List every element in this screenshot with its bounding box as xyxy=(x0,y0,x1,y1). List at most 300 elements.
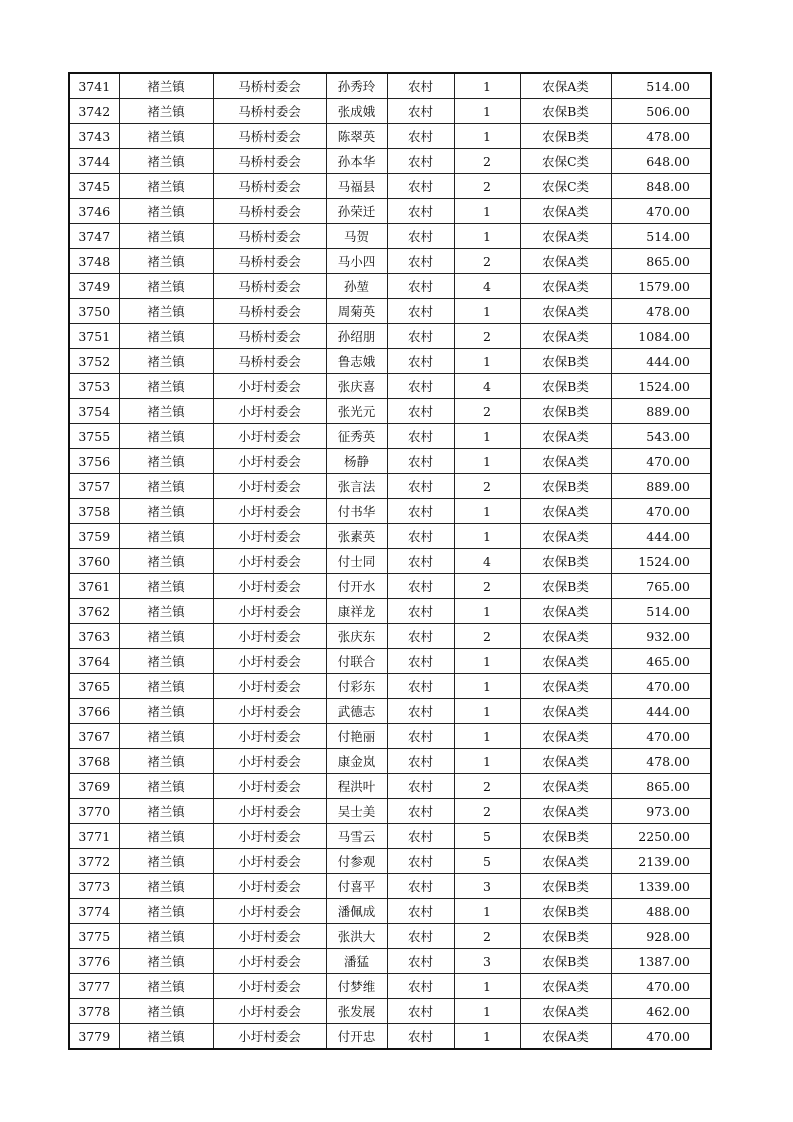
town-cell: 褚兰镇 xyxy=(119,624,213,649)
household-size-cell: 1 xyxy=(454,99,520,124)
insurance-category-cell: 农保A类 xyxy=(520,499,611,524)
person-name-cell: 付联合 xyxy=(326,649,387,674)
table-row xyxy=(69,774,711,799)
table-row xyxy=(69,824,711,849)
insurance-category-cell: 农保B类 xyxy=(520,949,611,974)
amount-cell: 928.00 xyxy=(611,924,711,949)
table-row xyxy=(69,649,711,674)
record-id-cell: 3769 xyxy=(69,774,119,799)
insurance-category-cell: 农保A类 xyxy=(520,1024,611,1050)
person-name-cell: 张发展 xyxy=(326,999,387,1024)
insurance-category-cell: 农保B类 xyxy=(520,924,611,949)
person-name-cell: 杨静 xyxy=(326,449,387,474)
record-id-cell: 3773 xyxy=(69,874,119,899)
amount-cell: 478.00 xyxy=(611,749,711,774)
household-size-cell: 2 xyxy=(454,924,520,949)
insurance-category-cell: 农保B类 xyxy=(520,374,611,399)
household-size-cell: 1 xyxy=(454,724,520,749)
household-type-cell: 农村 xyxy=(387,724,454,749)
village-committee-cell: 小圩村委会 xyxy=(213,674,326,699)
amount-cell: 470.00 xyxy=(611,724,711,749)
table-row xyxy=(69,324,711,349)
village-committee-cell: 小圩村委会 xyxy=(213,374,326,399)
village-committee-cell: 小圩村委会 xyxy=(213,824,326,849)
household-size-cell: 4 xyxy=(454,374,520,399)
table-row xyxy=(69,749,711,774)
household-size-cell: 4 xyxy=(454,549,520,574)
record-id-cell: 3758 xyxy=(69,499,119,524)
insurance-category-cell: 农保A类 xyxy=(520,649,611,674)
household-size-cell: 1 xyxy=(454,349,520,374)
town-cell: 褚兰镇 xyxy=(119,824,213,849)
household-type-cell: 农村 xyxy=(387,374,454,399)
household-type-cell: 农村 xyxy=(387,174,454,199)
amount-cell: 478.00 xyxy=(611,299,711,324)
insurance-category-cell: 农保A类 xyxy=(520,299,611,324)
table-row xyxy=(69,399,711,424)
record-id-cell: 3779 xyxy=(69,1024,119,1050)
household-type-cell: 农村 xyxy=(387,349,454,374)
household-type-cell: 农村 xyxy=(387,774,454,799)
amount-cell: 1524.00 xyxy=(611,374,711,399)
record-id-cell: 3772 xyxy=(69,849,119,874)
insurance-category-cell: 农保A类 xyxy=(520,224,611,249)
household-type-cell: 农村 xyxy=(387,99,454,124)
record-id-cell: 3759 xyxy=(69,524,119,549)
amount-cell: 444.00 xyxy=(611,349,711,374)
household-type-cell: 农村 xyxy=(387,874,454,899)
amount-cell: 514.00 xyxy=(611,224,711,249)
table-row xyxy=(69,349,711,374)
table-row xyxy=(69,599,711,624)
town-cell: 褚兰镇 xyxy=(119,699,213,724)
amount-cell: 470.00 xyxy=(611,199,711,224)
insurance-category-cell: 农保A类 xyxy=(520,424,611,449)
household-size-cell: 1 xyxy=(454,499,520,524)
village-committee-cell: 小圩村委会 xyxy=(213,799,326,824)
person-name-cell: 马雪云 xyxy=(326,824,387,849)
amount-cell: 865.00 xyxy=(611,774,711,799)
household-size-cell: 1 xyxy=(454,73,520,99)
household-size-cell: 2 xyxy=(454,574,520,599)
table-row xyxy=(69,849,711,874)
person-name-cell: 付参观 xyxy=(326,849,387,874)
amount-cell: 514.00 xyxy=(611,73,711,99)
village-committee-cell: 小圩村委会 xyxy=(213,499,326,524)
household-size-cell: 3 xyxy=(454,874,520,899)
town-cell: 褚兰镇 xyxy=(119,299,213,324)
record-id-cell: 3771 xyxy=(69,824,119,849)
insurance-category-cell: 农保B类 xyxy=(520,899,611,924)
amount-cell: 506.00 xyxy=(611,99,711,124)
town-cell: 褚兰镇 xyxy=(119,549,213,574)
table-row xyxy=(69,549,711,574)
amount-cell: 1084.00 xyxy=(611,324,711,349)
town-cell: 褚兰镇 xyxy=(119,424,213,449)
insurance-category-cell: 农保A类 xyxy=(520,849,611,874)
town-cell: 褚兰镇 xyxy=(119,724,213,749)
amount-cell: 1579.00 xyxy=(611,274,711,299)
household-type-cell: 农村 xyxy=(387,1024,454,1050)
table-row xyxy=(69,974,711,999)
village-committee-cell: 小圩村委会 xyxy=(213,724,326,749)
village-committee-cell: 小圩村委会 xyxy=(213,749,326,774)
amount-cell: 865.00 xyxy=(611,249,711,274)
amount-cell: 462.00 xyxy=(611,999,711,1024)
town-cell: 褚兰镇 xyxy=(119,799,213,824)
town-cell: 褚兰镇 xyxy=(119,774,213,799)
village-committee-cell: 小圩村委会 xyxy=(213,699,326,724)
town-cell: 褚兰镇 xyxy=(119,324,213,349)
insurance-category-cell: 农保A类 xyxy=(520,73,611,99)
insurance-category-cell: 农保A类 xyxy=(520,674,611,699)
household-type-cell: 农村 xyxy=(387,924,454,949)
insurance-category-cell: 农保B类 xyxy=(520,124,611,149)
table-row xyxy=(69,624,711,649)
record-id-cell: 3748 xyxy=(69,249,119,274)
person-name-cell: 付士同 xyxy=(326,549,387,574)
household-size-cell: 5 xyxy=(454,849,520,874)
person-name-cell: 鲁志娥 xyxy=(326,349,387,374)
record-id-cell: 3763 xyxy=(69,624,119,649)
town-cell: 褚兰镇 xyxy=(119,524,213,549)
village-committee-cell: 小圩村委会 xyxy=(213,774,326,799)
town-cell: 褚兰镇 xyxy=(119,924,213,949)
household-type-cell: 农村 xyxy=(387,674,454,699)
household-size-cell: 2 xyxy=(454,474,520,499)
insurance-category-cell: 农保A类 xyxy=(520,774,611,799)
town-cell: 褚兰镇 xyxy=(119,99,213,124)
person-name-cell: 付艳丽 xyxy=(326,724,387,749)
household-size-cell: 1 xyxy=(454,424,520,449)
amount-cell: 514.00 xyxy=(611,599,711,624)
record-id-cell: 3770 xyxy=(69,799,119,824)
person-name-cell: 张庆喜 xyxy=(326,374,387,399)
village-committee-cell: 马桥村委会 xyxy=(213,274,326,299)
table-row xyxy=(69,999,711,1024)
town-cell: 褚兰镇 xyxy=(119,974,213,999)
table-row xyxy=(69,924,711,949)
town-cell: 褚兰镇 xyxy=(119,349,213,374)
record-id-cell: 3749 xyxy=(69,274,119,299)
table-row xyxy=(69,174,711,199)
household-type-cell: 农村 xyxy=(387,224,454,249)
household-type-cell: 农村 xyxy=(387,624,454,649)
household-size-cell: 1 xyxy=(454,449,520,474)
town-cell: 褚兰镇 xyxy=(119,199,213,224)
record-id-cell: 3768 xyxy=(69,749,119,774)
table-row xyxy=(69,99,711,124)
person-name-cell: 孙绍朋 xyxy=(326,324,387,349)
person-name-cell: 马福县 xyxy=(326,174,387,199)
table-row xyxy=(69,949,711,974)
town-cell: 褚兰镇 xyxy=(119,999,213,1024)
amount-cell: 470.00 xyxy=(611,974,711,999)
person-name-cell: 付梦维 xyxy=(326,974,387,999)
household-type-cell: 农村 xyxy=(387,649,454,674)
person-name-cell: 康金岚 xyxy=(326,749,387,774)
household-type-cell: 农村 xyxy=(387,249,454,274)
person-name-cell: 张成娥 xyxy=(326,99,387,124)
household-type-cell: 农村 xyxy=(387,199,454,224)
household-type-cell: 农村 xyxy=(387,449,454,474)
relief-table xyxy=(68,72,712,1050)
household-size-cell: 1 xyxy=(454,599,520,624)
insurance-category-cell: 农保A类 xyxy=(520,624,611,649)
table-row xyxy=(69,249,711,274)
insurance-category-cell: 农保A类 xyxy=(520,199,611,224)
amount-cell: 465.00 xyxy=(611,649,711,674)
amount-cell: 1387.00 xyxy=(611,949,711,974)
household-type-cell: 农村 xyxy=(387,474,454,499)
town-cell: 褚兰镇 xyxy=(119,1024,213,1050)
person-name-cell: 陈翠英 xyxy=(326,124,387,149)
table-row xyxy=(69,424,711,449)
village-committee-cell: 马桥村委会 xyxy=(213,73,326,99)
household-size-cell: 1 xyxy=(454,649,520,674)
amount-cell: 889.00 xyxy=(611,399,711,424)
household-size-cell: 2 xyxy=(454,624,520,649)
village-committee-cell: 小圩村委会 xyxy=(213,924,326,949)
household-type-cell: 农村 xyxy=(387,999,454,1024)
record-id-cell: 3776 xyxy=(69,949,119,974)
household-size-cell: 2 xyxy=(454,774,520,799)
person-name-cell: 张庆东 xyxy=(326,624,387,649)
household-size-cell: 1 xyxy=(454,699,520,724)
household-size-cell: 1 xyxy=(454,999,520,1024)
table-row xyxy=(69,449,711,474)
record-id-cell: 3754 xyxy=(69,399,119,424)
person-name-cell: 吴士美 xyxy=(326,799,387,824)
person-name-cell: 周菊英 xyxy=(326,299,387,324)
table-row xyxy=(69,899,711,924)
household-size-cell: 2 xyxy=(454,174,520,199)
household-type-cell: 农村 xyxy=(387,549,454,574)
person-name-cell: 康祥龙 xyxy=(326,599,387,624)
household-type-cell: 农村 xyxy=(387,599,454,624)
town-cell: 褚兰镇 xyxy=(119,599,213,624)
town-cell: 褚兰镇 xyxy=(119,249,213,274)
person-name-cell: 付彩东 xyxy=(326,674,387,699)
household-size-cell: 1 xyxy=(454,224,520,249)
record-id-cell: 3752 xyxy=(69,349,119,374)
insurance-category-cell: 农保A类 xyxy=(520,799,611,824)
amount-cell: 1524.00 xyxy=(611,549,711,574)
person-name-cell: 孙秀玲 xyxy=(326,73,387,99)
record-id-cell: 3765 xyxy=(69,674,119,699)
record-id-cell: 3762 xyxy=(69,599,119,624)
table-row xyxy=(69,149,711,174)
table-row xyxy=(69,274,711,299)
town-cell: 褚兰镇 xyxy=(119,73,213,99)
household-type-cell: 农村 xyxy=(387,799,454,824)
household-size-cell: 1 xyxy=(454,749,520,774)
household-type-cell: 农村 xyxy=(387,73,454,99)
household-type-cell: 农村 xyxy=(387,149,454,174)
village-committee-cell: 小圩村委会 xyxy=(213,949,326,974)
town-cell: 褚兰镇 xyxy=(119,499,213,524)
household-size-cell: 5 xyxy=(454,824,520,849)
amount-cell: 470.00 xyxy=(611,1024,711,1050)
household-size-cell: 3 xyxy=(454,949,520,974)
household-type-cell: 农村 xyxy=(387,499,454,524)
insurance-category-cell: 农保B类 xyxy=(520,574,611,599)
village-committee-cell: 小圩村委会 xyxy=(213,849,326,874)
town-cell: 褚兰镇 xyxy=(119,649,213,674)
record-id-cell: 3767 xyxy=(69,724,119,749)
amount-cell: 2250.00 xyxy=(611,824,711,849)
amount-cell: 765.00 xyxy=(611,574,711,599)
town-cell: 褚兰镇 xyxy=(119,674,213,699)
table-row xyxy=(69,524,711,549)
person-name-cell: 张言法 xyxy=(326,474,387,499)
insurance-category-cell: 农保A类 xyxy=(520,974,611,999)
record-id-cell: 3777 xyxy=(69,974,119,999)
town-cell: 褚兰镇 xyxy=(119,274,213,299)
insurance-category-cell: 农保B类 xyxy=(520,474,611,499)
village-committee-cell: 小圩村委会 xyxy=(213,1024,326,1050)
record-id-cell: 3757 xyxy=(69,474,119,499)
record-id-cell: 3764 xyxy=(69,649,119,674)
town-cell: 褚兰镇 xyxy=(119,874,213,899)
record-id-cell: 3753 xyxy=(69,374,119,399)
person-name-cell: 马贺 xyxy=(326,224,387,249)
table-row xyxy=(69,499,711,524)
household-size-cell: 2 xyxy=(454,324,520,349)
amount-cell: 932.00 xyxy=(611,624,711,649)
household-type-cell: 农村 xyxy=(387,574,454,599)
household-type-cell: 农村 xyxy=(387,849,454,874)
village-committee-cell: 小圩村委会 xyxy=(213,974,326,999)
village-committee-cell: 马桥村委会 xyxy=(213,99,326,124)
village-committee-cell: 马桥村委会 xyxy=(213,349,326,374)
person-name-cell: 孙本华 xyxy=(326,149,387,174)
record-id-cell: 3778 xyxy=(69,999,119,1024)
amount-cell: 848.00 xyxy=(611,174,711,199)
town-cell: 褚兰镇 xyxy=(119,224,213,249)
table-row xyxy=(69,299,711,324)
amount-cell: 889.00 xyxy=(611,474,711,499)
village-committee-cell: 小圩村委会 xyxy=(213,649,326,674)
household-size-cell: 1 xyxy=(454,299,520,324)
insurance-category-cell: 农保A类 xyxy=(520,274,611,299)
person-name-cell: 马小四 xyxy=(326,249,387,274)
household-type-cell: 农村 xyxy=(387,299,454,324)
village-committee-cell: 小圩村委会 xyxy=(213,424,326,449)
household-type-cell: 农村 xyxy=(387,274,454,299)
record-id-cell: 3747 xyxy=(69,224,119,249)
household-size-cell: 1 xyxy=(454,1024,520,1050)
table-row xyxy=(69,374,711,399)
town-cell: 褚兰镇 xyxy=(119,124,213,149)
person-name-cell: 付书华 xyxy=(326,499,387,524)
household-size-cell: 2 xyxy=(454,799,520,824)
household-type-cell: 农村 xyxy=(387,899,454,924)
record-id-cell: 3744 xyxy=(69,149,119,174)
insurance-category-cell: 农保A类 xyxy=(520,449,611,474)
person-name-cell: 张洪大 xyxy=(326,924,387,949)
table-row xyxy=(69,199,711,224)
household-size-cell: 1 xyxy=(454,974,520,999)
household-size-cell: 4 xyxy=(454,274,520,299)
person-name-cell: 潘佩成 xyxy=(326,899,387,924)
household-size-cell: 1 xyxy=(454,124,520,149)
village-committee-cell: 马桥村委会 xyxy=(213,174,326,199)
village-committee-cell: 马桥村委会 xyxy=(213,324,326,349)
person-name-cell: 孙堃 xyxy=(326,274,387,299)
village-committee-cell: 小圩村委会 xyxy=(213,474,326,499)
person-name-cell: 张素英 xyxy=(326,524,387,549)
record-id-cell: 3741 xyxy=(69,73,119,99)
table-row xyxy=(69,674,711,699)
insurance-category-cell: 农保B类 xyxy=(520,824,611,849)
amount-cell: 543.00 xyxy=(611,424,711,449)
table-row xyxy=(69,124,711,149)
household-type-cell: 农村 xyxy=(387,424,454,449)
household-size-cell: 1 xyxy=(454,674,520,699)
insurance-category-cell: 农保A类 xyxy=(520,249,611,274)
village-committee-cell: 小圩村委会 xyxy=(213,624,326,649)
town-cell: 褚兰镇 xyxy=(119,449,213,474)
record-id-cell: 3766 xyxy=(69,699,119,724)
household-type-cell: 农村 xyxy=(387,974,454,999)
person-name-cell: 张光元 xyxy=(326,399,387,424)
household-size-cell: 1 xyxy=(454,199,520,224)
insurance-category-cell: 农保B类 xyxy=(520,99,611,124)
person-name-cell: 付开忠 xyxy=(326,1024,387,1050)
insurance-category-cell: 农保B类 xyxy=(520,874,611,899)
household-type-cell: 农村 xyxy=(387,699,454,724)
household-size-cell: 1 xyxy=(454,899,520,924)
town-cell: 褚兰镇 xyxy=(119,574,213,599)
household-type-cell: 农村 xyxy=(387,524,454,549)
table-row xyxy=(69,574,711,599)
amount-cell: 973.00 xyxy=(611,799,711,824)
amount-cell: 470.00 xyxy=(611,449,711,474)
village-committee-cell: 小圩村委会 xyxy=(213,874,326,899)
insurance-category-cell: 农保A类 xyxy=(520,599,611,624)
table-row xyxy=(69,474,711,499)
table-row xyxy=(69,724,711,749)
amount-cell: 444.00 xyxy=(611,699,711,724)
insurance-category-cell: 农保A类 xyxy=(520,524,611,549)
household-type-cell: 农村 xyxy=(387,949,454,974)
person-name-cell: 征秀英 xyxy=(326,424,387,449)
record-id-cell: 3774 xyxy=(69,899,119,924)
village-committee-cell: 马桥村委会 xyxy=(213,124,326,149)
insurance-category-cell: 农保C类 xyxy=(520,174,611,199)
household-size-cell: 2 xyxy=(454,149,520,174)
record-id-cell: 3751 xyxy=(69,324,119,349)
village-committee-cell: 小圩村委会 xyxy=(213,599,326,624)
village-committee-cell: 马桥村委会 xyxy=(213,249,326,274)
village-committee-cell: 小圩村委会 xyxy=(213,899,326,924)
town-cell: 褚兰镇 xyxy=(119,849,213,874)
record-id-cell: 3743 xyxy=(69,124,119,149)
table-row xyxy=(69,224,711,249)
insurance-category-cell: 农保B类 xyxy=(520,349,611,374)
village-committee-cell: 小圩村委会 xyxy=(213,549,326,574)
amount-cell: 1339.00 xyxy=(611,874,711,899)
town-cell: 褚兰镇 xyxy=(119,899,213,924)
amount-cell: 444.00 xyxy=(611,524,711,549)
village-committee-cell: 马桥村委会 xyxy=(213,224,326,249)
insurance-category-cell: 农保B类 xyxy=(520,549,611,574)
insurance-category-cell: 农保C类 xyxy=(520,149,611,174)
household-type-cell: 农村 xyxy=(387,324,454,349)
town-cell: 褚兰镇 xyxy=(119,149,213,174)
amount-cell: 488.00 xyxy=(611,899,711,924)
